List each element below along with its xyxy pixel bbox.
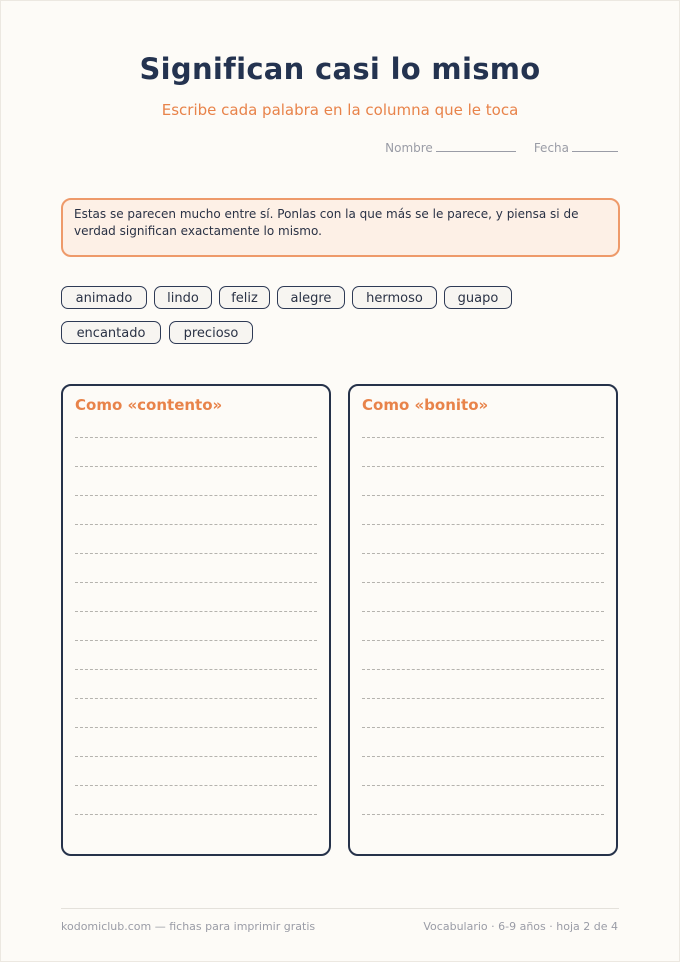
writing-line[interactable]: [75, 524, 317, 525]
writing-line[interactable]: [75, 437, 317, 438]
writing-line[interactable]: [75, 756, 317, 757]
column-bonito[interactable]: [348, 384, 618, 856]
word-chip[interactable]: encantado: [61, 321, 161, 344]
writing-line[interactable]: [362, 814, 604, 815]
writing-line[interactable]: [362, 640, 604, 641]
word-chip[interactable]: alegre: [277, 286, 345, 309]
footer-sheet-info: Vocabulario · 6-9 años · hoja 2 de 4: [423, 920, 618, 933]
writing-line[interactable]: [75, 669, 317, 670]
writing-line[interactable]: [75, 582, 317, 583]
writing-line[interactable]: [75, 466, 317, 467]
writing-line[interactable]: [362, 582, 604, 583]
writing-line[interactable]: [362, 553, 604, 554]
name-field[interactable]: [385, 139, 516, 155]
footer-divider: [61, 908, 619, 909]
column-title: Como «bonito»: [362, 396, 489, 414]
word-chip[interactable]: hermoso: [352, 286, 437, 309]
writing-line[interactable]: [362, 698, 604, 699]
writing-line[interactable]: [362, 437, 604, 438]
writing-line[interactable]: [75, 785, 317, 786]
word-chip[interactable]: feliz: [219, 286, 270, 309]
page-subtitle: Escribe cada palabra en la columna que le toca: [161, 101, 519, 119]
name-date-fields: [385, 139, 618, 155]
writing-line[interactable]: [362, 495, 604, 496]
writing-line[interactable]: [362, 785, 604, 786]
word-chip[interactable]: animado: [61, 286, 147, 309]
word-chip[interactable]: precioso: [169, 321, 253, 344]
writing-line[interactable]: [362, 727, 604, 728]
column-contento[interactable]: [61, 384, 331, 856]
date-field[interactable]: [534, 139, 618, 155]
footer-site: kodomiclub.com — fichas para imprimir gratis: [61, 920, 316, 933]
page-title: Significan casi lo mismo: [139, 52, 541, 86]
word-chip[interactable]: guapo: [444, 286, 512, 309]
date-label: Fecha: [533, 141, 569, 155]
writing-line[interactable]: [75, 553, 317, 554]
writing-line[interactable]: [75, 698, 317, 699]
column-title: Como «contento»: [75, 396, 223, 414]
writing-line[interactable]: [75, 495, 317, 496]
writing-line[interactable]: [75, 727, 317, 728]
writing-line[interactable]: [362, 611, 604, 612]
word-chip[interactable]: lindo: [154, 286, 212, 309]
writing-line[interactable]: [362, 466, 604, 467]
writing-line[interactable]: [75, 640, 317, 641]
instruction-box: Estas se parecen mucho entre sí. Ponlas con la que más se le parece, y piensa si de verdad significan exactamente lo mismo.: [61, 198, 620, 257]
writing-line[interactable]: [75, 611, 317, 612]
name-blank-line: [436, 139, 516, 152]
writing-line[interactable]: [362, 669, 604, 670]
name-label: Nombre: [385, 141, 433, 155]
date-blank-line: [572, 139, 618, 152]
writing-line[interactable]: [362, 756, 604, 757]
writing-line[interactable]: [362, 524, 604, 525]
writing-line[interactable]: [75, 814, 317, 815]
